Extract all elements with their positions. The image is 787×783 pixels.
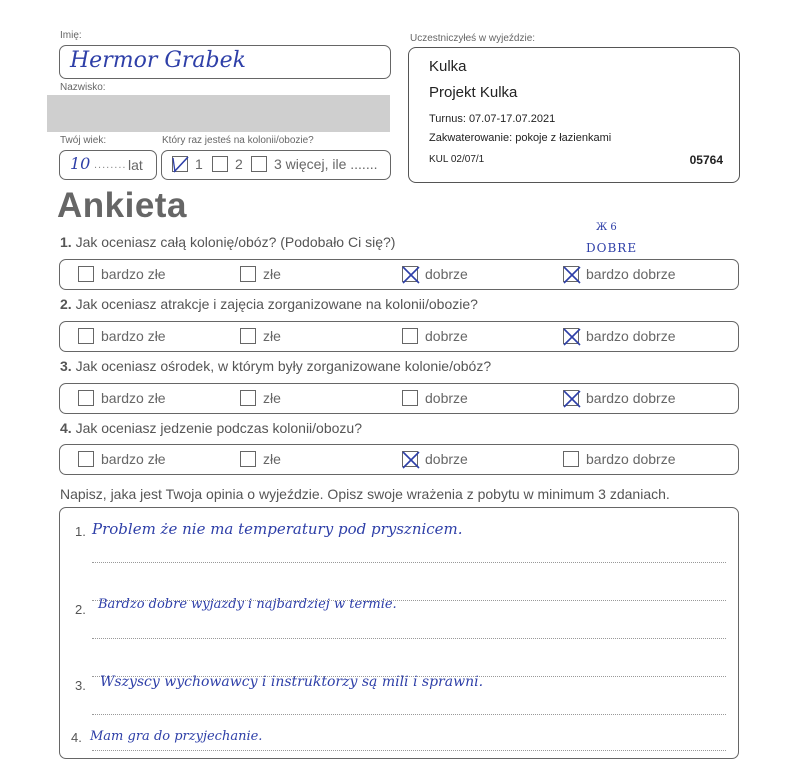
answer-option[interactable] <box>78 327 166 345</box>
answer-option[interactable] <box>78 450 166 468</box>
checkbox[interactable] <box>402 328 418 344</box>
question-text: Jak oceniasz ośrodek, w którym były zorganizowane kolonie/obóz? <box>75 358 492 374</box>
line-number: 2. <box>75 602 86 617</box>
age-dots: ........ <box>94 159 127 171</box>
answer-row-2 <box>59 321 739 352</box>
question-text: Jak oceniasz jedzenie podczas kolonii/obozu? <box>75 420 362 436</box>
visit-option-1-label: 1 <box>195 156 203 172</box>
checkbox-checked[interactable] <box>563 328 579 344</box>
line-number: 4. <box>71 730 82 745</box>
checkbox[interactable] <box>78 390 94 406</box>
dotted-line <box>92 638 726 639</box>
opinion-line-1: Problem że nie ma temperatury pod prysznicem. <box>92 520 463 538</box>
surname-redacted <box>47 95 390 132</box>
answer-option[interactable] <box>240 389 281 407</box>
age-value: 10 <box>70 154 91 173</box>
checkbox[interactable] <box>240 328 256 344</box>
question-number: 2. <box>60 296 72 312</box>
opinion-line-2: Bardzo dobre wyjazdy i najbardziej w termie. <box>98 597 397 612</box>
checkbox[interactable] <box>78 266 94 282</box>
visit-option-1[interactable] <box>172 155 203 173</box>
answer-option[interactable] <box>402 389 468 407</box>
answer-option[interactable] <box>402 327 468 345</box>
opinion-prompt: Napisz, jaka jest Twoja opinia o wyjeździe. Opisz swoje wrażenia z pobytu w minimum 3 zdaniach. <box>60 486 670 502</box>
answer-option[interactable] <box>402 450 468 468</box>
answer-option-label: dobrze <box>425 328 468 344</box>
question-number: 1. <box>60 234 72 250</box>
question-2 <box>60 296 478 312</box>
visit-option-2-label: 2 <box>235 156 243 172</box>
checkbox-checked[interactable] <box>563 390 579 406</box>
answer-option-label: bardzo dobrze <box>586 451 676 467</box>
visit-option-3-label: 3 więcej, ile ....... <box>274 156 378 172</box>
participant-label: Uczestniczyłeś w wyjeździe: <box>410 33 536 44</box>
answer-option-label: dobrze <box>425 266 468 282</box>
answer-option[interactable] <box>78 389 166 407</box>
line-number: 3. <box>75 678 86 693</box>
dotted-line <box>92 562 726 563</box>
name-handwritten: Hermor Grabek <box>70 48 246 73</box>
camp-turnus: Turnus: 07.07-17.07.2021 <box>429 113 556 125</box>
page-title: Ankieta <box>57 186 187 225</box>
answer-option-label: bardzo dobrze <box>586 328 676 344</box>
answer-option-label: dobrze <box>425 451 468 467</box>
name-field[interactable] <box>59 45 391 79</box>
checkbox[interactable] <box>251 156 267 172</box>
question-text: Jak oceniasz całą kolonię/obóz? (Podobało Ci się?) <box>75 234 396 250</box>
visit-option-3[interactable] <box>251 155 377 173</box>
answer-option[interactable] <box>78 265 166 283</box>
q1-note-line-2: DOBRE <box>586 241 638 255</box>
surname-label: Nazwisko: <box>60 82 106 93</box>
checkbox-checked[interactable] <box>402 451 418 467</box>
checkbox[interactable] <box>240 390 256 406</box>
question-number: 4. <box>60 420 72 436</box>
checkbox[interactable] <box>402 390 418 406</box>
answer-option[interactable] <box>240 265 281 283</box>
visit-option-2[interactable] <box>212 155 243 173</box>
checkbox[interactable] <box>78 328 94 344</box>
answer-option[interactable] <box>563 265 676 283</box>
visit-label: Który raz jesteś na kolonii/obozie? <box>162 135 314 146</box>
visit-field[interactable] <box>161 150 391 180</box>
answer-option-label: bardzo złe <box>101 390 166 406</box>
answer-row-1 <box>59 259 739 290</box>
answer-option-label: złe <box>263 266 281 282</box>
q1-note-line-1: Ж 6 <box>596 222 617 233</box>
answer-option[interactable] <box>402 265 468 283</box>
answer-option[interactable] <box>240 450 281 468</box>
question-3 <box>60 358 491 374</box>
camp-number: 05764 <box>689 153 723 167</box>
checkbox[interactable] <box>563 451 579 467</box>
camp-project: Projekt Kulka <box>429 84 518 101</box>
checkbox[interactable] <box>172 156 188 172</box>
question-number: 3. <box>60 358 72 374</box>
answer-option-label: bardzo złe <box>101 451 166 467</box>
answer-row-3 <box>59 383 739 414</box>
opinion-line-3: Wszyscy wychowawcy i instruktorzy są mili i sprawni. <box>100 674 484 690</box>
answer-option-label: dobrze <box>425 390 468 406</box>
answer-option[interactable] <box>563 327 676 345</box>
question-1 <box>60 234 395 250</box>
answer-option[interactable] <box>563 450 676 468</box>
question-4 <box>60 420 362 436</box>
checkbox[interactable] <box>240 451 256 467</box>
answer-option-label: złe <box>263 390 281 406</box>
dotted-line <box>92 714 726 715</box>
answer-row-4 <box>59 444 739 475</box>
age-suffix: lat <box>128 157 143 173</box>
opinion-box[interactable] <box>59 507 739 759</box>
answer-option-label: złe <box>263 328 281 344</box>
answer-option[interactable] <box>563 389 676 407</box>
camp-name: Kulka <box>429 58 467 75</box>
answer-option-label: bardzo dobrze <box>586 390 676 406</box>
checkbox[interactable] <box>240 266 256 282</box>
answer-option-label: bardzo złe <box>101 266 166 282</box>
answer-option[interactable] <box>240 327 281 345</box>
checkbox-checked[interactable] <box>563 266 579 282</box>
name-label: Imię: <box>60 30 82 41</box>
age-field[interactable] <box>59 150 157 180</box>
answer-option-label: bardzo dobrze <box>586 266 676 282</box>
camp-info-box <box>408 47 740 183</box>
checkbox[interactable] <box>212 156 228 172</box>
opinion-line-4: Mam gra do przyjechanie. <box>90 729 263 744</box>
camp-code: KUL 02/07/1 <box>429 154 485 165</box>
age-label: Twój wiek: <box>60 135 107 146</box>
camp-accommodation: Zakwaterowanie: pokoje z łazienkami <box>429 132 612 144</box>
answer-option-label: złe <box>263 451 281 467</box>
checkbox-checked[interactable] <box>402 266 418 282</box>
dotted-line <box>92 750 726 751</box>
answer-option-label: bardzo złe <box>101 328 166 344</box>
question-text: Jak oceniasz atrakcje i zajęcia zorganizowane na kolonii/obozie? <box>75 296 478 312</box>
line-number: 1. <box>75 524 86 539</box>
checkbox[interactable] <box>78 451 94 467</box>
